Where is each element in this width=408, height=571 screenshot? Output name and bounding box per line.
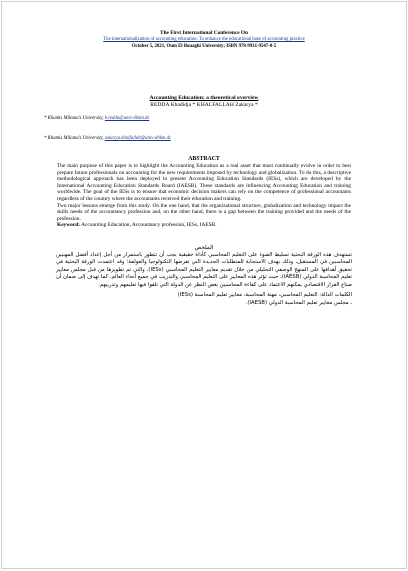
paper-title-block: [2, 95, 406, 109]
affiliation-2-text: * Khamis Miliana’s University,: [44, 136, 105, 141]
conference-date: October 5, 2021, Oum El Bouaghi University; ISBN 978-9931-9547-0-5: [131, 44, 277, 49]
paper-title: Accounting Education: a theoretical overview: [149, 95, 259, 101]
abstract-paragraph-1: The main purpose of this paper is to highlight the Accounting Education as a real asset that must continually evolve in order to best prepare future professionals on accounting for the new requirements imposed by technology and globalization. To do this, a descriptive methodological approach has been deployed to present Accounting Education Standards (IESs), which are developed by the International Accounting Education Standards Board (IAESB). These standards are influencing Accounting Education and training worldwide. The goal of the IESs is to ensure that economic decision makers can rely on the competence of professional accountants regardless of the country where the accountants received their education and training.: [57, 163, 351, 202]
arabic-keywords-line-2: ، مجلس معايير تعليم المحاسبة الدولي (IAESB).: [245, 300, 352, 307]
abstract-paragraph-2: Two major lessons emerge from this study. On the one hand, that the organizational structure, globalization and technology impact the skills needs of the accountancy profession and, on the other hand, there is a gap between the training provided and the needs of the profession.: [57, 202, 351, 222]
conference-header: [2, 2, 406, 50]
arabic-keywords-line-1: الكلمات الدالة: التعليم المحاسبي، مهنة المحاسبة، معايير تعليم المحاسبة (IESs): [177, 292, 352, 299]
paper-authors: REDDA Khadidja * KHALFALLAH Zakarya *: [150, 102, 258, 108]
abstract-heading: ABSTRACT: [188, 156, 220, 162]
abstract-section: [2, 156, 406, 229]
conference-title: The First International Conference On: [160, 30, 248, 36]
affiliation-2-email-link[interactable]: zakarya.khalfallah@univ-dbkm.dz: [104, 136, 171, 141]
conference-subtitle[interactable]: The internationalization of accounting education: To enhance the educational base of accounting practice: [103, 37, 305, 42]
affiliation-1: [2, 116, 406, 122]
affiliation-1-text: * Khamis Miliana’s University,: [44, 116, 105, 121]
arabic-keywords: [56, 291, 352, 307]
abstract-body: [57, 163, 351, 222]
arabic-abstract-heading: الملخص: [194, 244, 214, 251]
paper-page: [1, 1, 407, 569]
keywords-line: [57, 222, 351, 229]
keywords-text: Accounting Education, Accountancy profession, IESs, IAESB.: [80, 222, 217, 229]
affiliation-2: [2, 136, 406, 142]
keywords-label: Keyword:: [57, 222, 81, 229]
affiliation-1-email-link[interactable]: k.redda@univ-dbkm.dz: [104, 116, 150, 121]
arabic-abstract-body: تستهدف هذه الورقة البحثية تسليط الضوء على التعليم المحاسبي كأداة حقيقية يجب أن تتطور باستمرار من أجل إعداد أفضل المهنيين المحاسبين في المستقبل، وذلك بهدف الاستجابة للمتطلبات الجديدة التي تفرضها التكنولوجيا والعولمة؛ وقد اعتمدت الورقة البحثية في تحقيق أهدافها على المنهج الوصفي التحليلي من خلال تقديم معايير التعليم المحاسبي (IESs)، والتي تم تطويرها من قبل مجلس معايير تعليم المحاسبة الدولي (IAESB)، حيث تؤثر هذه المعايير على التعليم المحاسبي والتدريب في جميع أنحاء العالم، كما تهدف إلى ضمان أن صناع القرار الاقتصادي يمكنهم الاعتماد على كفاءة المحاسبين بغض النظر عن الدولة التي تلقوا فيها تعليمهم وتدريبهم.: [56, 251, 353, 288]
